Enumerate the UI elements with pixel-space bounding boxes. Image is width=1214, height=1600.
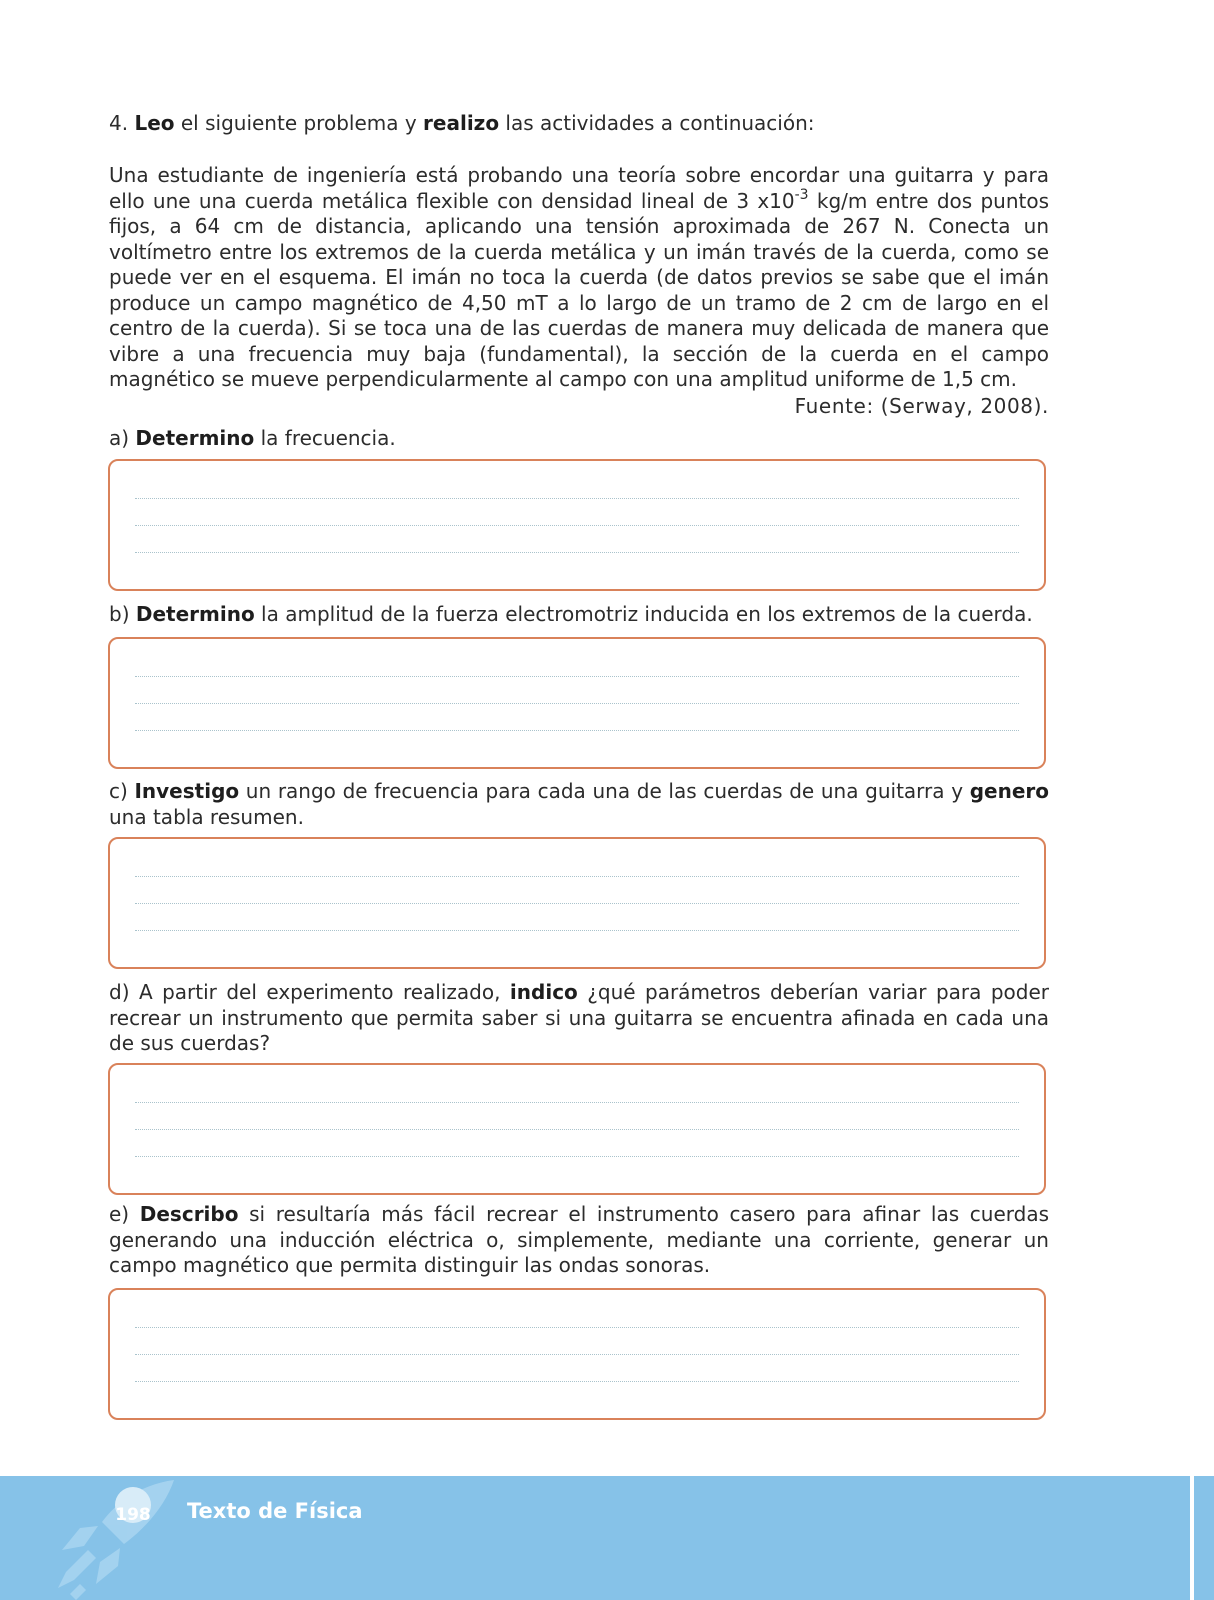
answer-box-a[interactable] [108,459,1046,591]
answer-box-c[interactable] [108,837,1046,969]
activity-intro: 4. Leo el siguiente problema y realizo las actividades a continuación: [109,111,815,135]
source-citation: Fuente: (Serway, 2008). [794,394,1049,418]
footer-edge [1194,1476,1214,1600]
question-b: b) Determino la amplitud de la fuerza electromotriz inducida en los extremos de la cuerda. [109,602,1033,626]
answer-box-b[interactable] [108,637,1046,769]
answer-box-e[interactable] [108,1288,1046,1420]
exponent: -3 [794,186,809,203]
problem-statement: Una estudiante de ingeniería está probando una teoría sobre encordar una guitarra y para ello une una cuerda metálica flexible con densidad lineal de 3 $x10^{-3}$ kg/m entre dos puntos fijos, a 64 cm de distancia, aplicando una tensión aproximada de 267 N. Conecta un voltímetro entre los extremos de la cuerda metálica y un imán través de la cuerda, como se puede ver en el esquema. El imán no toca la cuerda (de datos previos se sabe que el imán produce un campo magnético de 4,50 mT a lo largo de un tramo de 2 cm de largo en el centro de la cuerda). Si se toca una de las cuerdas de manera muy delicada de manera que vibre a una frecuencia muy baja (fundamental), la sección de la cuerda en el campo magnético se mueve perpendicularmente al campo con una amplitud uniforme de 1,5 cm. [109,163,1049,391]
rocket-icon [40,1476,180,1600]
question-c: c) Investigo un rango de frecuencia para cada una de las cuerdas de una guitarra y genero una tabla resumen. [109,779,1049,829]
verb-leo: Leo [134,111,175,135]
answer-box-d[interactable] [108,1063,1046,1195]
question-e: e) Describo si resultaría más fácil recrear el instrumento casero para afinar las cuerdas generando una inducción eléctrica o, simplemente, mediante una corriente, generar un campo magnético que permita distinguir las ondas sonoras. [109,1202,1049,1277]
question-a: a) Determino la frecuencia. [109,426,396,450]
question-d: d) A partir del experimento realizado, indico ¿qué parámetros deberían variar para poder recrear un instrumento que permita saber si una guitarra se encuentra afinada en cada una de sus cuerdas? [109,980,1050,1055]
book-title: Texto de Física [187,1499,363,1523]
verb-realizo: realizo [423,111,500,135]
page-number: 198 [115,1505,151,1525]
